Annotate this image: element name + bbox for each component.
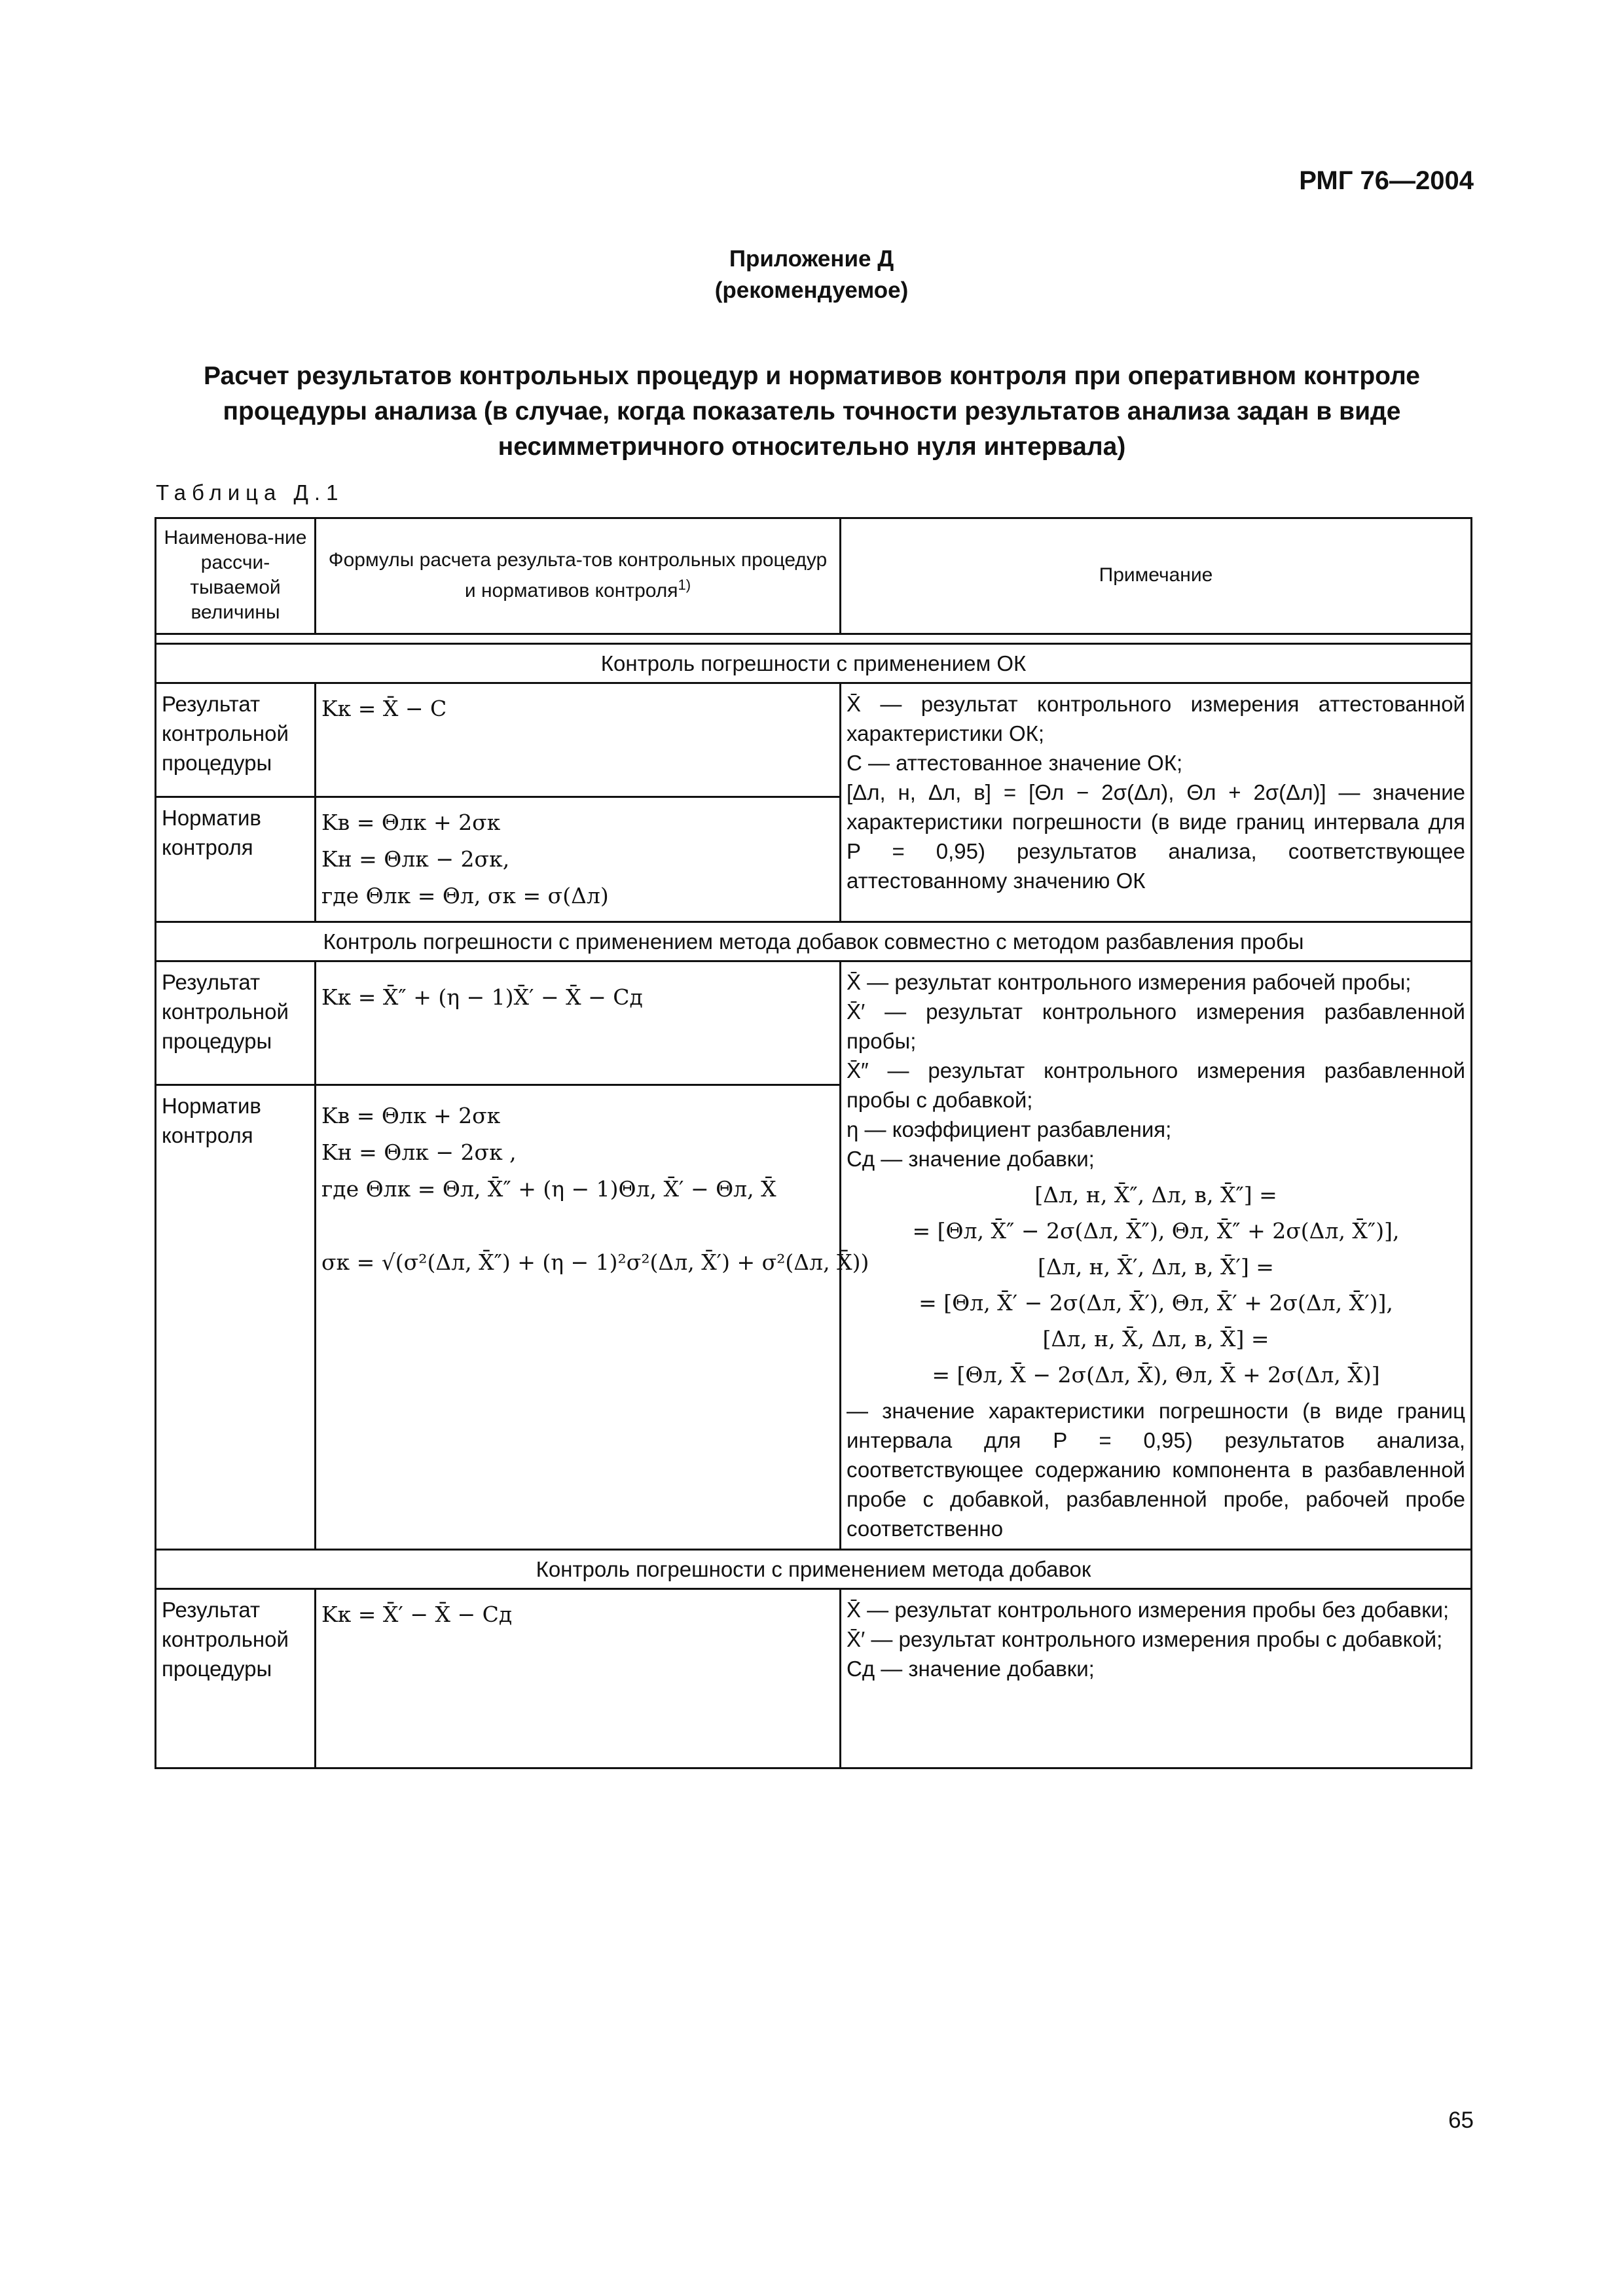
- note-formula: = [Θл, X̄ − 2σ(Δл, X̄), Θл, X̄ + 2σ(Δл, X̄)]: [932, 1362, 1380, 1388]
- note-formula: = [Θл, X̄′ − 2σ(Δл, X̄′), Θл, X̄′ + 2σ(Δл, X̄′)],: [919, 1290, 1393, 1316]
- formula-line: Kв = Θлк + 2σк: [321, 1103, 501, 1128]
- row-note: [841, 961, 1472, 1550]
- formula-line: σк = √(σ²(Δл, X̄″) + (η − 1)²σ²(Δл, X̄′) + σ²(Δл, X̄)): [321, 1249, 869, 1275]
- row-formula: [316, 961, 841, 1085]
- appendix-heading: [0, 243, 1623, 306]
- formula-line: Kк = X̄″ + (η − 1)X̄′ − X̄ − Cд: [321, 984, 643, 1010]
- note-line: η — коэффициент разбавления;: [847, 1117, 1172, 1141]
- table-row: [156, 961, 1472, 1085]
- table-row: [156, 1589, 1472, 1768]
- section-header-row: [156, 922, 1472, 961]
- row-name: Результат контрольной процедуры: [156, 1589, 316, 1768]
- row-formula: [316, 1085, 869, 1550]
- note-line: X̄ — результат контрольного измерения аттестованной характеристики ОК;: [847, 692, 1465, 745]
- row-name: Норматив контроля: [156, 797, 316, 922]
- header-gap-row: [156, 634, 1472, 644]
- note-formula: [Δл, н, X̄″, Δл, в, X̄″] =: [1034, 1182, 1277, 1208]
- formula-line: Kн = Θлк − 2σк ,: [321, 1139, 517, 1165]
- page-number: 65: [1448, 2108, 1474, 2133]
- document-code: РМГ 76—2004: [1299, 166, 1474, 195]
- row-formula: [316, 683, 841, 797]
- table-header-row: [156, 518, 1472, 634]
- section-title: Контроль погрешности с применением ОК: [156, 644, 1472, 683]
- table-row: [156, 683, 1472, 797]
- page-title: Расчет результатов контрольных процедур и нормативов контроля при оперативном контроле процедуры анализа (в случае, когда показатель точности результатов анализа задан в виде несимметричного относительно нуля интервала): [204, 362, 1420, 461]
- row-name: Результат контрольной процедуры: [156, 683, 316, 797]
- row-note: [841, 1589, 1472, 1768]
- table-label: Таблица Д.1: [156, 480, 344, 505]
- calculation-table: [155, 517, 1472, 1769]
- note-line: C — аттестованное значение ОК;: [847, 751, 1183, 775]
- row-formula: [316, 797, 841, 922]
- note-line: X̄′ — результат контрольного измерения разбавленной пробы;: [847, 999, 1465, 1053]
- note-formula: [Δл, н, X̄, Δл, в, X̄] =: [1042, 1326, 1269, 1352]
- formula-line: Kк = X̄ − C: [321, 696, 447, 721]
- note-line: X̄ — результат контрольного измерения рабочей пробы;: [847, 970, 1412, 994]
- formula-line: где Θлк = Θл, X̄″ + (η − 1)Θл, X̄′ − Θл, X̄: [321, 1176, 776, 1202]
- section-header-row: [156, 644, 1472, 683]
- note-line: — значение характеристики погрешности (в виде границ интервала для P = 0,95) результатов анализа, соответствующее содержанию компонента в разбавленной пробе с добавкой, разбавленной пробе, рабочей пробе соответственно: [847, 1399, 1465, 1541]
- note-line: X̄″ — результат контрольного измерения разбавленной пробы с добавкой;: [847, 1058, 1465, 1112]
- section-header-row: [156, 1550, 1472, 1589]
- note-formula: = [Θл, X̄″ − 2σ(Δл, X̄″), Θл, X̄″ + 2σ(Δл, X̄″)],: [912, 1218, 1400, 1244]
- column-header-note: Примечание: [841, 518, 1472, 634]
- formula-line: Kн = Θлк − 2σк,: [321, 846, 510, 872]
- note-line: X̄′ — результат контрольного измерения пробы с добавкой;: [847, 1627, 1443, 1651]
- note-line: X̄ — результат контрольного измерения пробы без добавки;: [847, 1598, 1450, 1622]
- note-line: [Δл, н, Δл, в] = [Θл − 2σ(Δл), Θл + 2σ(Δл)] — значение характеристики погрешности (в виде границ интервала для P = 0,95) результатов анализа, соответствующее аттестованному значению ОК: [847, 780, 1465, 893]
- section-title: Контроль погрешности с применением метода добавок: [156, 1550, 1472, 1589]
- footnote-mark: 1): [678, 576, 691, 593]
- section-title: Контроль погрешности с применением метода добавок совместно с методом разбавления пробы: [156, 922, 1472, 961]
- note-line: Cд — значение добавки;: [847, 1657, 1095, 1681]
- formula-line: Kв = Θлк + 2σк: [321, 810, 501, 835]
- note-formula: [Δл, н, X̄′, Δл, в, X̄′] =: [1038, 1254, 1274, 1280]
- column-header-formula: Формулы расчета результа-тов контрольных процедур и нормативов контроля$^{1)}$: [316, 518, 841, 634]
- appendix-title: Приложение Д: [729, 246, 894, 272]
- formula-line: Kк = X̄′ − X̄ − Cд: [321, 1602, 513, 1627]
- row-name: Норматив контроля: [156, 1085, 316, 1550]
- formula-line: где Θлк = Θл, σк = σ(Δл): [321, 883, 609, 908]
- row-formula: [316, 1589, 841, 1768]
- note-line: Cд — значение добавки;: [847, 1147, 1095, 1171]
- row-note: [841, 683, 1472, 922]
- row-name: Результат контрольной процедуры: [156, 961, 316, 1085]
- appendix-status: (рекомендуемое): [714, 278, 909, 303]
- column-header-name: Наименова-ние рассчи-тываемой величины: [156, 518, 316, 634]
